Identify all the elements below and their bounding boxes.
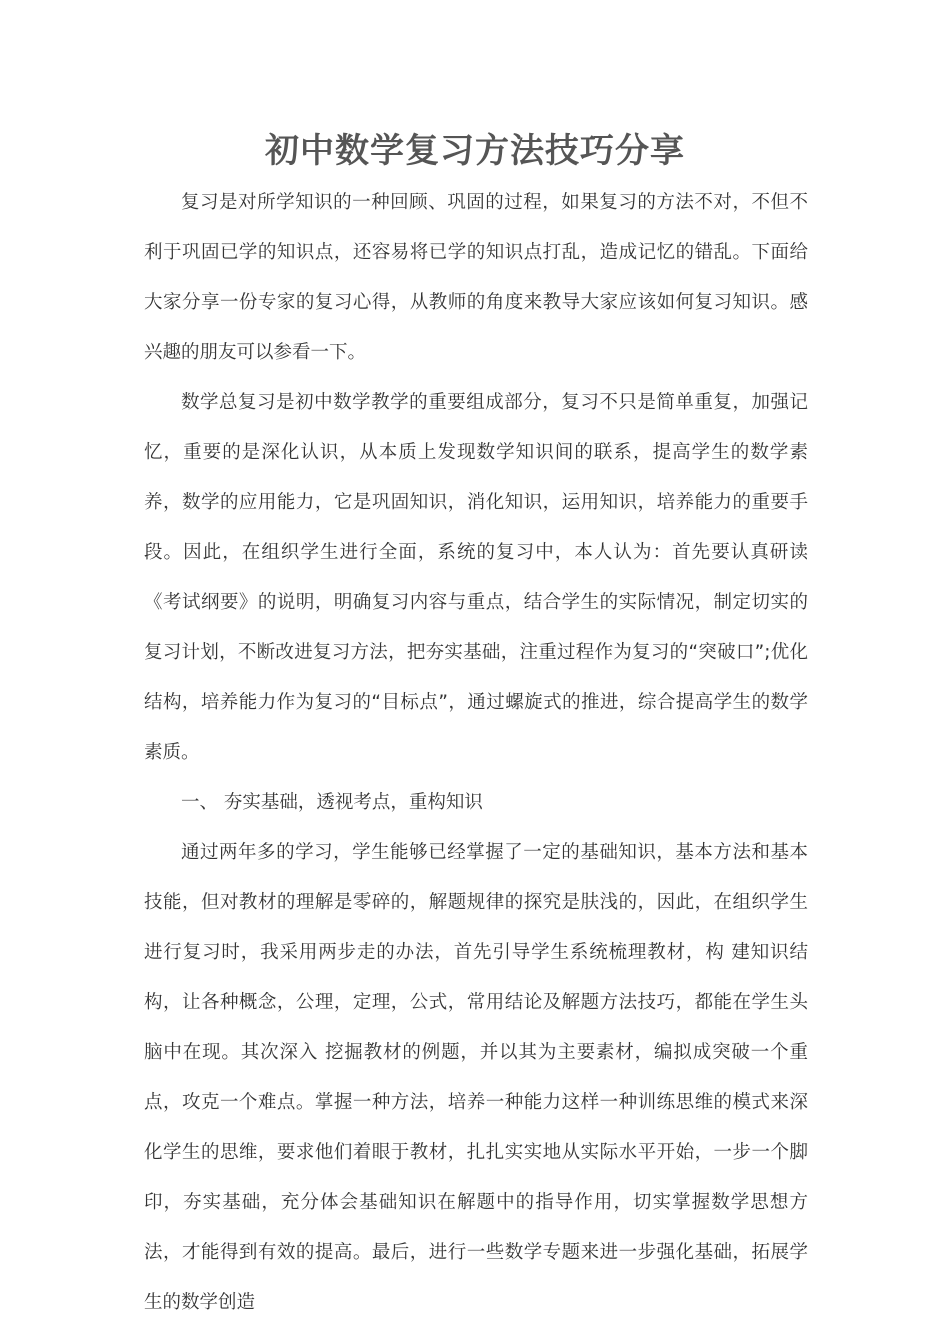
document-body — [144, 178, 808, 1328]
document-title: 初中数学复习方法技巧分享 — [265, 131, 685, 171]
section-heading: 一、 夯实基础，透视考点，重构知识 — [181, 792, 483, 813]
intro-paragraph: 复习是对所学知识的一种回顾、巩固的过程，如果复习的方法不对，不但不利于巩固已学的知识点，还容易将已学的知识点打乱，造成记忆的错乱。下面给大家分享一份专家的复习心得，从教师的角度来教导大家应该如何复习知识。感兴趣的朋友可以参看一下。 — [144, 192, 808, 363]
section-paragraph: 通过两年多的学习，学生能够已经掌握了一定的基础知识，基本方法和基本技能，但对教材的理解是零碎的，解题规律的探究是肤浅的，因此，在组织学生进行复习时，我采用两步走的办法，首先引导学生系统梳理教材，构 建知识结构，让各种概念，公理，定理，公式，常用结论及解题方法技巧，都能在学生头脑中在现。其次深入 挖掘教材的例题，并以其为主要素材，编拟成突破一个重点，攻克一个难点。掌握一种方法，培养一种能力这样一种训练思维的模式来深化学生的思维，要求他们着眼于教材，扎扎实实地从实际水平开始，一步一个脚印，夯实基础，充分体会基础知识在解题中的指导作用，切实掌握数学思想方法，才能得到有效的提高。最后，进行一些数学专题来进一步强化基础，拓展学生的数学创造 — [144, 842, 808, 1313]
overview-paragraph: 数学总复习是初中数学教学的重要组成部分，复习不只是简单重复，加强记忆，重要的是深化认识，从本质上发现数学知识间的联系，提高学生的数学素养，数学的应用能力，它是巩固知识，消化知识，运用知识，培养能力的重要手段。因此，在组织学生进行全面，系统的复习中，本人认为：首先要认真研读《考试纲要》的说明，明确复习内容与重点，结合学生的实际情况，制定切实的复习计划，不断改进复习方法，把夯实基础，注重过程作为复习的“突破口”;优化结构，培养能力作为复习的“目标点”，通过螺旋式的推进，综合提高学生的数学素质。 — [144, 392, 808, 763]
